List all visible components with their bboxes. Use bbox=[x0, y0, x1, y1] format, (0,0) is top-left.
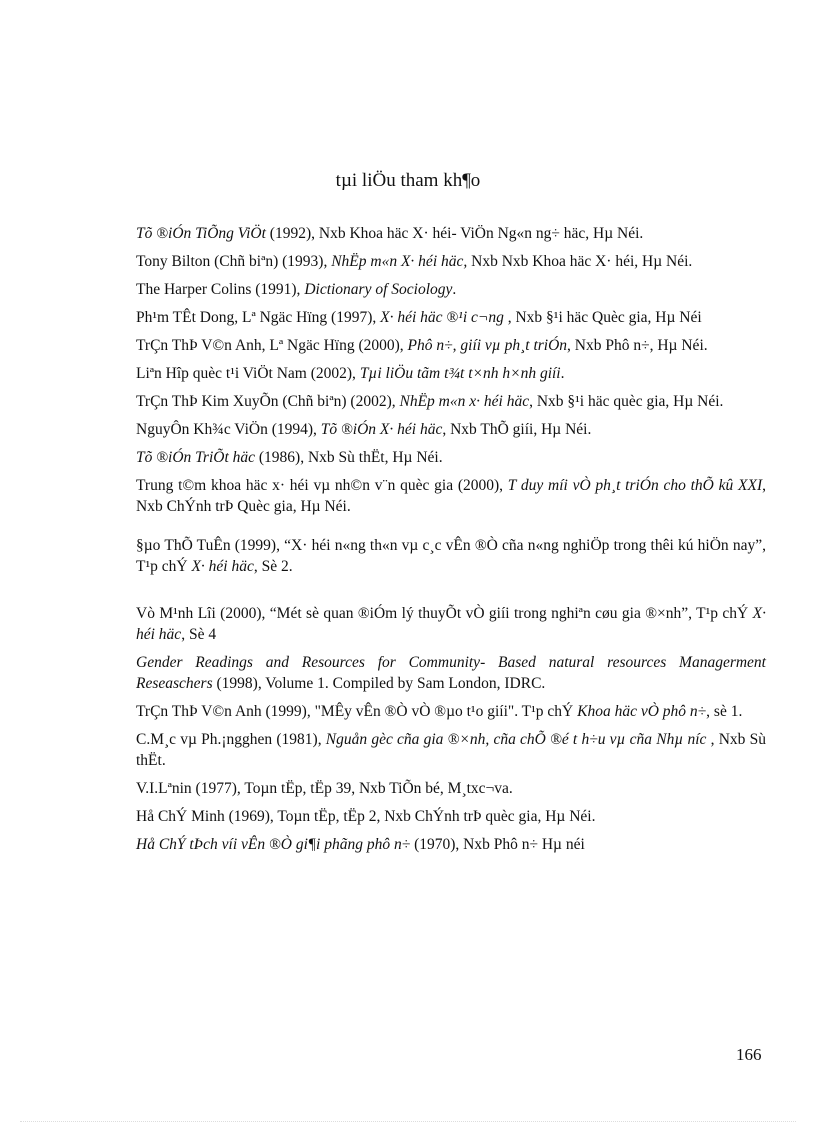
reference-item: Tony Bilton (Chñ biªn) (1993), NhËp m«n X· héi häc, Nxb Nxb Khoa häc X· héi, Hµ Néi. bbox=[136, 253, 693, 270]
page-title: tµi liÖu tham kh¶o bbox=[335, 170, 481, 191]
reference-item: Gender Readings and Resources for Community- Based natural resources Managerment Reseaschers (1998), Volume 1. Compiled by Sam London, IDRC. bbox=[136, 654, 766, 692]
footer-divider bbox=[20, 1121, 796, 1122]
page-number: 166 bbox=[736, 1045, 762, 1064]
reference-item: NguyÔn Kh¾c ViÖn (1994), Tõ ®iÓn X· héi häc, Nxb ThÕ giíi, Hµ Néi. bbox=[136, 421, 592, 438]
reference-item: Tõ ®iÓn TiÕng ViÖt (1992), Nxb Khoa häc X· héi- ViÖn Ng«n ng÷ häc, Hµ Néi. bbox=[136, 225, 644, 242]
reference-item: Trung t©m khoa häc x· héi vµ nh©n v¨n quèc gia (2000), T duy míi vÒ ph¸t triÓn cho thÕ kû XXI, Nxb ChÝnh trÞ Quèc gia, Hµ Néi. bbox=[136, 477, 766, 515]
reference-item: Hå ChÝ tÞch víi vÊn ®Ò gi¶i phãng phô n÷ (1970), Nxb Phô n÷ Hµ néi bbox=[136, 836, 585, 853]
reference-item: TrÇn ThÞ V©n Anh, Lª Ngäc Hïng (2000), Phô n÷, giíi vµ ph¸t triÓn, Nxb Phô n÷, Hµ Néi. bbox=[136, 337, 708, 354]
reference-item: TrÇn ThÞ Kim XuyÕn (Chñ biªn) (2002), NhËp m«n x· héi häc, Nxb §¹i häc quèc gia, Hµ Néi. bbox=[136, 393, 724, 410]
reference-item: Vò M¹nh Lîi (2000), “Mét sè quan ®iÓm lý thuyÕt vÒ giíi trong nghiªn cøu gia ®×nh”, T¹p chÝ X· héi häc, Sè 4 bbox=[136, 605, 766, 643]
reference-item: Liªn Hîp quèc t¹i ViÖt Nam (2002), Tµi liÖu tãm t¾t t×nh h×nh giíi. bbox=[136, 365, 565, 382]
reference-list bbox=[136, 223, 766, 862]
reference-item: Hå ChÝ Minh (1969), Toµn tËp, tËp 2, Nxb ChÝnh trÞ quèc gia, Hµ Néi. bbox=[136, 808, 596, 825]
reference-item: C.M¸c vµ Ph.¡ngghen (1981), Nguån gèc cña gia ®×nh, cña chÕ ®é t h÷u vµ cña Nhµ níc , Nxb Sù thËt. bbox=[136, 731, 766, 769]
reference-item: Tõ ®iÓn TriÕt häc (1986), Nxb Sù thËt, Hµ Néi. bbox=[136, 449, 443, 466]
reference-item: Ph¹m TÊt Dong, Lª Ngäc Hïng (1997), X· héi häc ®¹i c¬ng , Nxb §¹i häc Quèc gia, Hµ Néi bbox=[136, 309, 702, 326]
reference-item: §µo ThÕ TuÊn (1999), “X· héi n«ng th«n vµ c¸c vÊn ®Ò cña n«ng nghiÖp trong thêi kú hiÖn nay”, T¹p chÝ X· héi häc, Sè 2. bbox=[136, 537, 766, 575]
reference-item: TrÇn ThÞ V©n Anh (1999), "MÊy vÊn ®Ò vÒ ®µo t¹o giíi". T¹p chÝ Khoa häc vÒ phô n÷, sè 1. bbox=[136, 703, 743, 720]
reference-item: V.I.Lªnin (1977), Toµn tËp, tËp 39, Nxb TiÕn bé, M¸txc¬va. bbox=[136, 780, 513, 797]
reference-item: The Harper Colins (1991), Dictionary of Sociology. bbox=[136, 281, 457, 298]
